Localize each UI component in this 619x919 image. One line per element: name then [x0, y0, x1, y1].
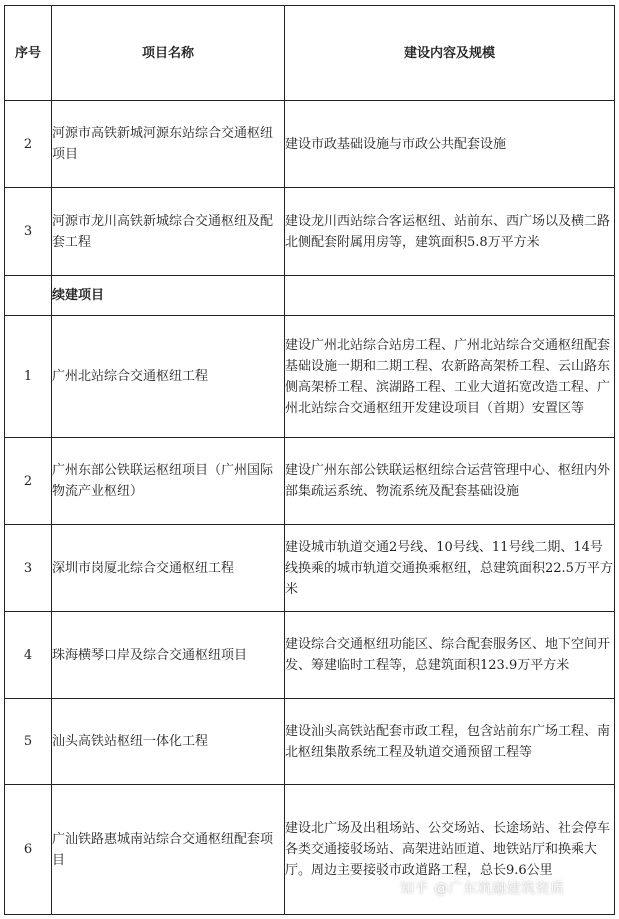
- table-row: [5, 101, 615, 188]
- row-project-name: 广州北站综合交通枢纽工程: [52, 316, 285, 438]
- row-content: 建设汕头高铁站配套市政工程，包含站前东广场工程、南北枢纽集散系统工程及轨道交通预留工程等: [285, 699, 615, 785]
- row-number: 6: [5, 785, 52, 915]
- header-project-name: 项目名称: [52, 6, 285, 101]
- row-number: 4: [5, 612, 52, 699]
- section-content-cell: [285, 276, 615, 316]
- watermark: 知乎 @广东筑融建筑资质: [400, 881, 565, 897]
- row-content: 建设广州东部公铁联运枢纽综合运营管理中心、枢纽内外部集疏运系统、物流系统及配套基础设施: [285, 438, 615, 525]
- row-content: 建设综合交通枢纽功能区、综合配套服务区、地下空间开发、筹建临时工程等，总建筑面积123.9万平方米: [285, 612, 615, 699]
- row-content: 建设广州北站综合站房工程、广州北站综合交通枢纽配套基础设施一期和二期工程、农新路高架桥工程、云山路东侧高架桥工程、滨湖路工程、工业大道拓宽改造工程、广州北站综合交通枢纽开发建设项目（首期）安置区等: [285, 316, 615, 438]
- row-project-name: 深圳市岗厦北综合交通枢纽工程: [52, 525, 285, 612]
- header-content-scale: 建设内容及规模: [285, 6, 615, 101]
- row-content: 建设龙川西站综合客运枢纽、站前东、西广场以及横二路北侧配套附属用房等，建筑面积5.8万平方米: [285, 188, 615, 276]
- row-project-name: 河源市龙川高铁新城综合交通枢纽及配套工程: [52, 188, 285, 276]
- row-project-name: 广州东部公铁联运枢纽项目（广州国际物流产业枢纽）: [52, 438, 285, 525]
- row-project-name: 河源市高铁新城河源东站综合交通枢纽项目: [52, 101, 285, 188]
- table-row: [5, 316, 615, 438]
- table-row: [5, 438, 615, 525]
- row-number: 3: [5, 188, 52, 276]
- row-project-name: 汕头高铁站枢纽一体化工程: [52, 699, 285, 785]
- table-row: [5, 699, 615, 785]
- table-header-row: [5, 6, 615, 101]
- row-number: 2: [5, 438, 52, 525]
- table-row: [5, 525, 615, 612]
- table-row: [5, 188, 615, 276]
- row-content: 建设城市轨道交通2号线、10号线、11号线二期、14号线换乘的城市轨道交通换乘枢纽，总建筑面积22.5万平方米: [285, 525, 615, 612]
- project-table: [4, 5, 615, 915]
- row-number: 1: [5, 316, 52, 438]
- row-content: 建设市政基础设施与市政公共配套设施: [285, 101, 615, 188]
- table-row: [5, 612, 615, 699]
- row-number: 2: [5, 101, 52, 188]
- row-number: 5: [5, 699, 52, 785]
- row-project-name: 珠海横琴口岸及综合交通枢纽项目: [52, 612, 285, 699]
- section-row: [5, 276, 615, 316]
- row-number: 3: [5, 525, 52, 612]
- row-content: 建设北广场及出租场站、公交场站、长途场站、社会停车各类交通接驳场站、高架进站匝道、地铁站厅和换乘大厅。周边主要接驳市政道路工程，总长9.6公里: [285, 785, 615, 915]
- section-title: 续建项目: [52, 276, 285, 316]
- row-project-name: 广汕铁路惠城南站综合交通枢纽配套项目: [52, 785, 285, 915]
- section-number-cell: [5, 276, 52, 316]
- header-number: 序号: [5, 6, 52, 101]
